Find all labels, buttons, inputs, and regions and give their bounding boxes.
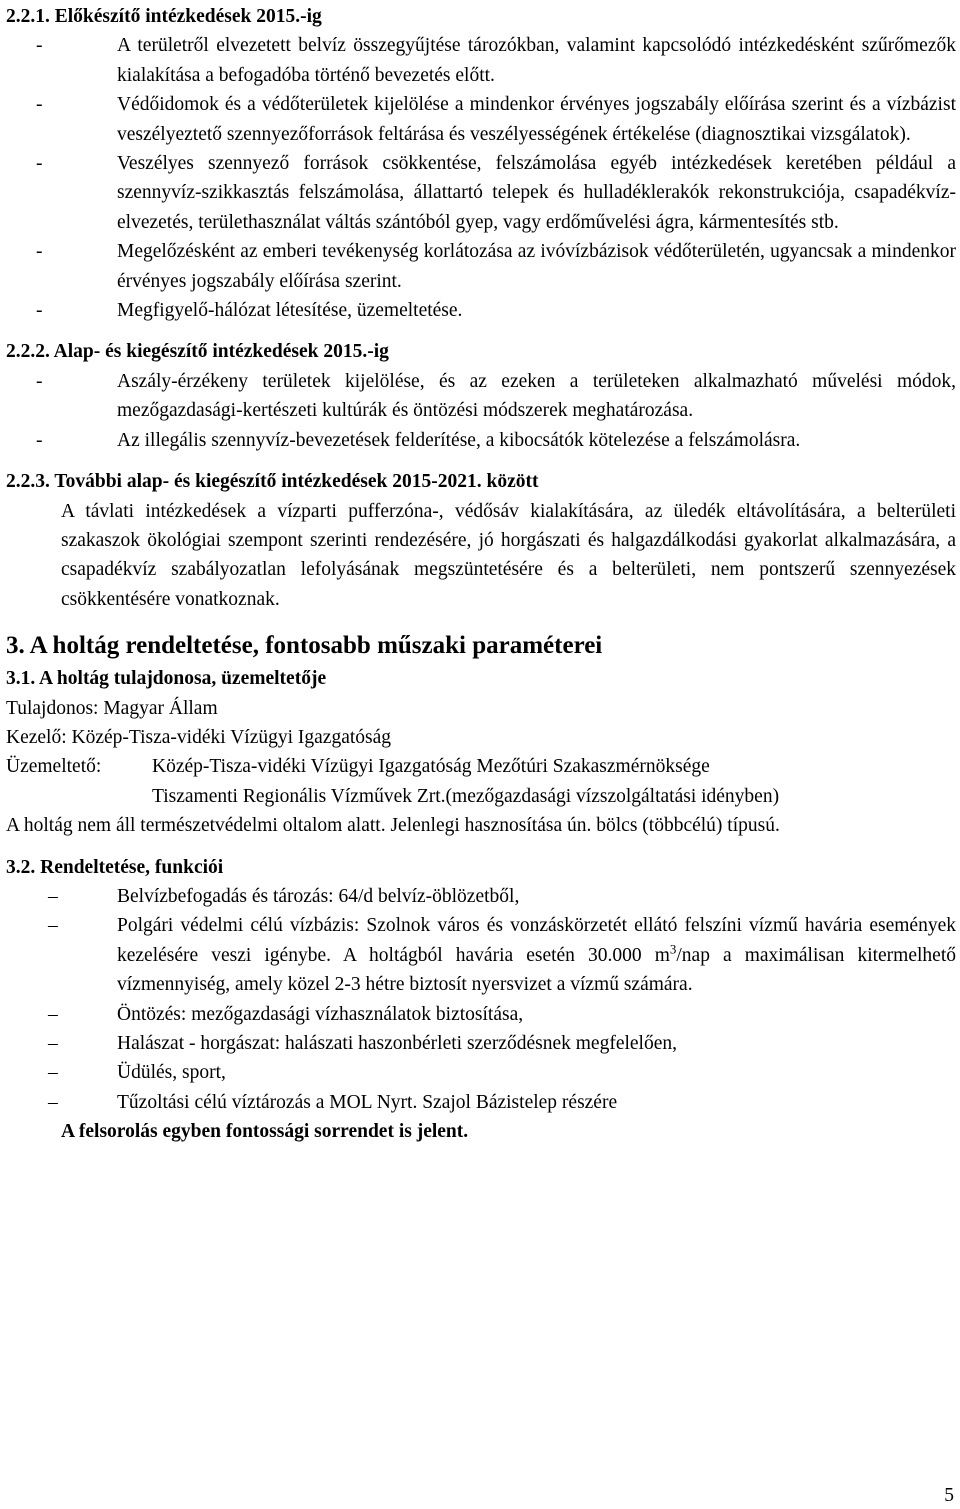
operator-label: Üzemeltető: — [6, 756, 102, 778]
operator-block — [6, 752, 956, 811]
dash-bullet: – — [48, 1091, 58, 1113]
list-item: - Veszélyes szennyező források csökkentése, felszámolása egyéb intézkedések keretében például a szennyvíz-szikkasztás felszámolása, állattartó telepek és hulladéklerakók rekonstrukciója, csapadékvíz-elvezetés, területhasználat váltás szántóból gyep, vagy erdőművelési ágra, kármentesítés stb. — [6, 149, 956, 237]
list-item: – Polgári védelmi célú vízbázis: Szolnok város és vonzáskörzetét ellátó felszíni vízmű havária események kezelésére veszi igénybe. A holtágból havária esetén 30.000 $m^3$/nap a maximálisan kitermelhető vízmennyiség, amely közel 2-3 hétre biztosít nyersvizet a vízmű számára. — [6, 911, 956, 999]
superscript: 3 — [669, 941, 677, 957]
manager-line: Kezelő: Közép-Tisza-vidéki Vízügyi Igazgatóság — [6, 726, 392, 748]
list-3-2 — [6, 882, 956, 1117]
list-item: - Megelőzésként az emberi tevékenység korlátozása az ivóvízbázisok védőterületén, ugyancsak a mindenkor érvényes jogszabály előírása szerint. — [6, 237, 956, 296]
dash-bullet: - — [36, 370, 43, 392]
list-item: – Halászat - horgászat: halászati haszonbérleti szerződésnek megfelelően, — [6, 1029, 956, 1058]
section-heading-2-2-3: 2.2.3. További alap- és kiegészítő intézkedések 2015-2021. között — [6, 471, 539, 493]
list-item: - Az illegális szennyvíz-bevezetések felderítése, a kibocsátók kötelezése a felszámolásra. — [6, 426, 956, 455]
list-item: - A területről elvezetett belvíz összegyűjtése tározókban, valamint kapcsolódó intézkedésként szűrőmezők kialakítása a befogadóba történő bevezetés előtt. — [6, 31, 956, 90]
dash-bullet: - — [36, 153, 43, 175]
list-item: – Öntözés: mezőgazdasági vízhasználatok biztosítása, — [6, 1000, 956, 1029]
section-heading-2-2-1: 2.2.1. Előkészítő intézkedések 2015.-ig — [6, 6, 322, 27]
list-2-2-1 — [6, 31, 956, 325]
dash-bullet: – — [48, 885, 58, 907]
list-item: - Megfigyelő-hálózat létesítése, üzemeltetése. — [6, 296, 956, 325]
operator-1: Közép-Tisza-vidéki Vízügyi Igazgatóság Mezőtúri Szakaszmérnöksége — [152, 756, 710, 778]
operator-2: Tiszamenti Regionális Vízművek Zrt.(mezőgazdasági vízszolgáltatási idényben) — [152, 785, 780, 807]
list-2-2-2 — [6, 367, 956, 455]
owner-line: Tulajdonos: Magyar Állam — [6, 697, 218, 719]
page-number: 5 — [944, 1485, 954, 1506]
protection-note: A holtág nem áll természetvédelmi oltalom alatt. Jelenlegi hasznosítása ún. bölcs (többcélú) típusú. — [6, 815, 780, 837]
dash-bullet: – — [48, 1033, 58, 1054]
list-item: – Belvízbefogadás és tározás: 64/d belvíz-öblözetből, — [6, 882, 956, 911]
list-item: – Üdülés, sport, — [6, 1058, 956, 1087]
dash-bullet: – — [48, 1003, 58, 1025]
section-heading-3-1: 3.1. A holtág tulajdonosa, üzemeltetője — [6, 668, 327, 690]
list-item: - Aszály-érzékeny területek kijelölése, és az ezeken a területeken alkalmazható művelési módok, mezőgazdasági-kertészeti kultúrák és öntözési módszerek meghatározása. — [6, 367, 956, 426]
dash-bullet: – — [48, 1062, 58, 1084]
list-item: - Védőidomok és a védőterületek kijelölése a mindenkor érvényes jogszabály előírása szerint és a vízbázist veszélyeztető szennyezőforrások feltárása és veszélyességének értékelése (diagnosztikai vizsgálatok). — [6, 90, 956, 149]
closing-statement: A felsorolás egyben fontossági sorrendet is jelent. — [61, 1121, 469, 1143]
document-page — [6, 2, 956, 1147]
section-heading-2-2-2: 2.2.2. Alap- és kiegészítő intézkedések 2015.-ig — [6, 341, 389, 363]
dash-bullet: - — [36, 429, 43, 451]
dash-bullet: - — [36, 241, 43, 263]
dash-bullet: – — [48, 915, 58, 937]
paragraph-2-2-3: A távlati intézkedések a vízparti pufferzóna-, védősáv kialakítására, az üledék eltávolítására, a belterületi szakaszok ökológiai szempont szerinti rendezésére, jó horgászati és halgazdálkodási gyakorlat alkalmazására, a csapadékvíz szabályozatlan lefolyásának megszüntetésére és a belterületi, nem pontszerű szennyezések csökkentésére vonatkoznak. — [61, 500, 956, 610]
dash-bullet: - — [36, 300, 43, 322]
list-item: – Tűzoltási célú víztározás a MOL Nyrt. Szajol Bázistelep részére — [6, 1088, 956, 1117]
dash-bullet: - — [36, 35, 43, 57]
operator-values — [152, 752, 956, 811]
section-heading-3: 3. A holtág rendeltetése, fontosabb műszaki paraméterei — [6, 632, 603, 660]
section-heading-3-2: 3.2. Rendeltetése, funkciói — [6, 856, 224, 878]
dash-bullet: - — [36, 94, 43, 116]
